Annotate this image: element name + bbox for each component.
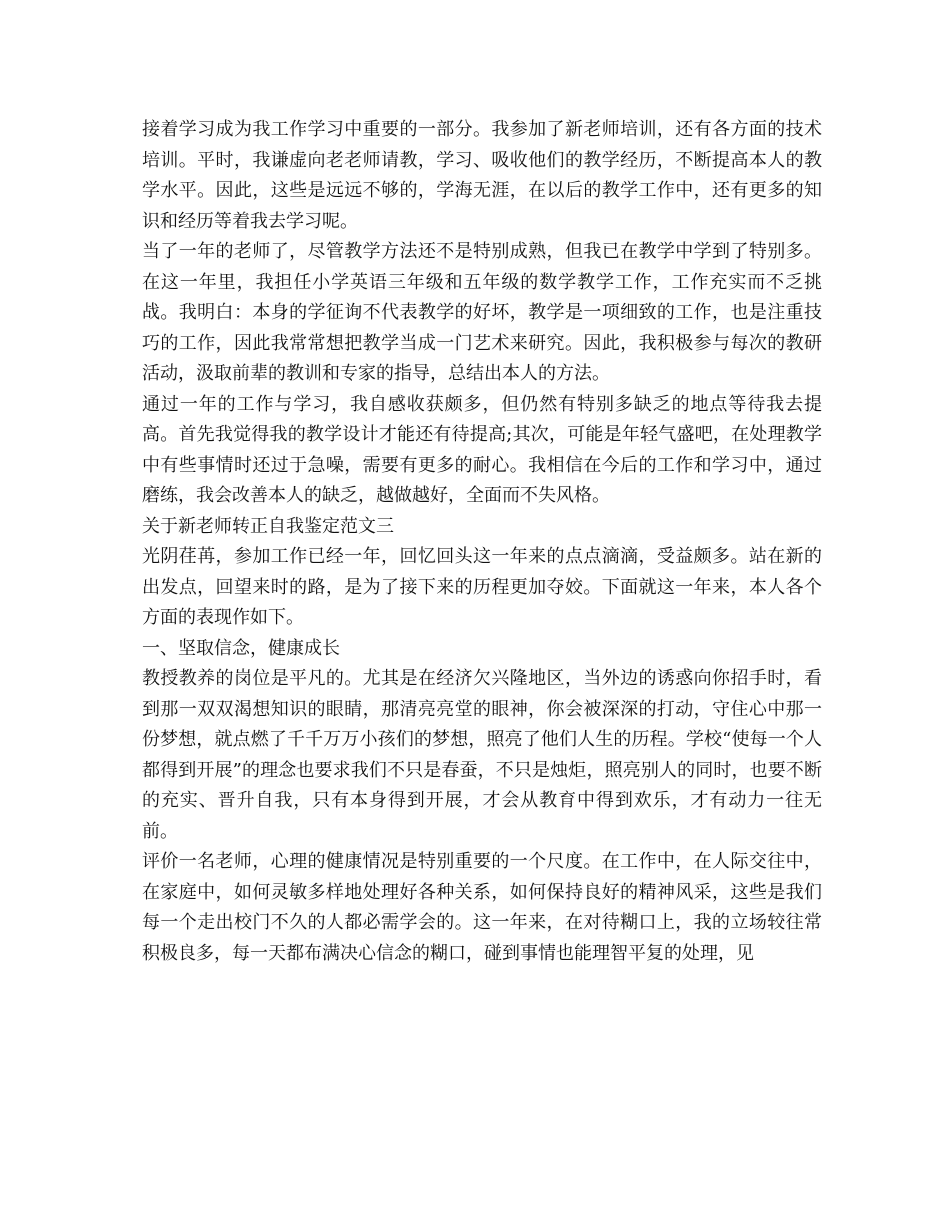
document-page	[142, 115, 822, 969]
paragraph-improvement: 通过一年的工作与学习，我自感收获颇多，但仍然有特别多缺乏的地点等待我去提高。首先我觉得我的教学设计才能还有待提高;其次，可能是年轻气盛吧，在处理教学中有些事情时还过于急噪，需要有更多的耐心。我相信在今后的工作和学习中，通过磨练，我会改善本人的缺乏，越做越好，全面而不失风格。	[142, 393, 822, 506]
paragraph-study: 接着学习成为我工作学习中重要的一部分。我参加了新老师培训，还有各方面的技术培训。平时，我谦虚向老老师请教，学习、吸收他们的教学经历，不断提高本人的教学水平。因此，这些是远远不够的，学海无涯，在以后的教学工作中，还有更多的知识和经历等着我去学习呢。	[142, 119, 822, 232]
paragraph-belief: 教授教养的岗位是平凡的。尤其是在经济欠兴隆地区，当外边的诱惑向你招手时，看到那一双双渴想知识的眼睛，那清亮亮堂的眼神，你会被深深的打动，守住心中那一份梦想，就点燃了千千万万小孩们的梦想，照亮了他们人生的历程。学校“使每一个人都得到开展”的理念也要求我们不只是春蚕，不只是烛炬，照亮别人的同时，也要不断的充实、晋升自我，只有本身得到开展，才会从教育中得到欢乐，才有动力一往无前。	[142, 668, 822, 842]
paragraph-teaching-year: 当了一年的老师了，尽管教学方法还不是特别成熟，但我已在教学中学到了特别多。在这一年里，我担任小学英语三年级和五年级的数学教学工作，工作充实而不乏挑战。我明白：本身的学征询不代表教学的好坏，教学是一项细致的工作，也是注重技巧的工作，因此我常常想把教学当成一门艺术来研究。因此，我积极参与每次的教研活动，汲取前辈的教训和专家的指导，总结出本人的方法。	[142, 241, 822, 384]
paragraph-evaluation: 评价一名老师，心理的健康情况是特别重要的一个尺度。在工作中，在人际交往中，在家庭中，如何灵敏多样地处理好各种关系，如何保持良好的精神风采，这些是我们每一个走出校门不久的人都必需学会的。这一年来，在对待糊口上，我的立场较往常积极良多，每一天都布满决心信念的糊口，碰到事情也能理智平复的处理，见	[142, 851, 822, 964]
subsection-title: 一、坚取信念，健康成长	[142, 637, 340, 659]
paragraph-intro: 光阴荏苒，参加工作已经一年，回忆回头这一年来的点点滴滴，受益颇多。站在新的出发点，回望来时的路，是为了接下来的历程更加夺姣。下面就这一年来，本人各个方面的表现作如下。	[142, 546, 822, 628]
section-title: 关于新老师转正自我鉴定范文三	[142, 515, 394, 537]
